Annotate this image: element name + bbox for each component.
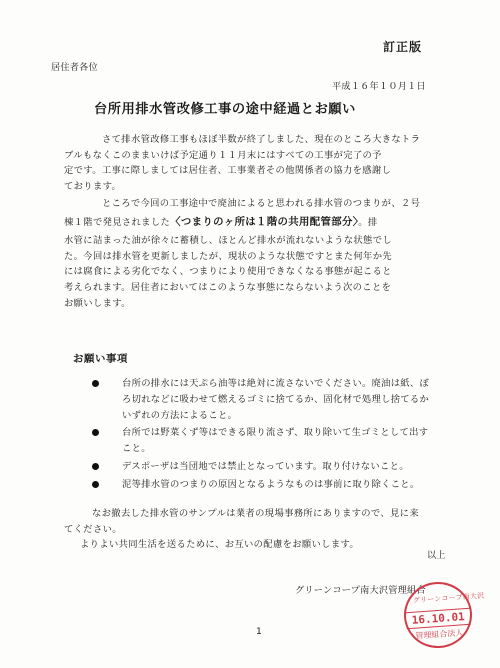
text-line: いずれの方法によること。 — [122, 409, 238, 421]
text-line: ところで今回の工事途中で廃油によると思われる排水管のつまりが、２号 — [102, 198, 421, 209]
document-date: 平成１６年１０月１日 — [332, 81, 426, 92]
page-number: 1 — [256, 626, 263, 637]
text-line: には腐食による劣化でなく、つまりにより使用できなくなる事態が起こると — [64, 266, 392, 278]
text-line-emphasis — [64, 215, 420, 231]
closing-paragraph — [64, 506, 419, 553]
text-line: よりよい共同生活を送るために、お互いの配慮をお願いします。 — [80, 539, 360, 551]
text-line: ろ切れなどに吸わせて燃えるゴミに捨てるか、固化材で処理し捨てるか — [122, 393, 430, 405]
sender-organization: グリーンコープ南大沢管理組合 — [295, 585, 426, 596]
text-line: てください。 — [64, 523, 122, 535]
list-item — [92, 376, 484, 423]
bullet-icon — [92, 380, 99, 387]
text-line: 台所では野菜くず等はできる限り流さず、取り除いて生ゴミとして出す — [122, 427, 429, 439]
correction-label: 訂正版 — [383, 40, 423, 54]
text-line: 台所の排水には天ぷら油等は絶対に流さないでください。廃油は紙、ぼ — [122, 378, 430, 389]
text-line: ております。 — [64, 180, 122, 192]
bullet-icon — [92, 463, 99, 470]
requests-heading: お願い事項 — [73, 353, 128, 365]
bullet-icon — [92, 481, 99, 488]
document-title: 台所用排水管改修工事の途中経過とお願い — [94, 102, 356, 117]
text-line: こと。 — [122, 443, 151, 455]
text-line: ブルもなくこのままいけば予定通り１１月末にはすべての工事が完了の予 — [64, 149, 382, 161]
text-fragment: 棟１階で発見されました — [64, 216, 171, 228]
seal-top-text: グリーンコープ南大沢 — [412, 591, 485, 605]
text-line: 水管に詰まった油が徐々に蓄積し、ほとんど排水が流れないような状態でし — [64, 235, 392, 247]
seal-date: 16.10.01 — [406, 608, 471, 629]
text-line: なお撤去した排水管のサンプルは業者の現場事務所にありますので、見に来 — [92, 508, 419, 519]
text-line: お願いします。 — [64, 297, 131, 309]
text-line: 泥等排水管のつまりの原因となるようなものは事前に取り除くこと。 — [122, 478, 420, 490]
text-line: さて排水管改修工事もほぼ半数が終了しました、現在のところ大きなトラ — [102, 134, 421, 145]
list-item — [92, 459, 484, 475]
paragraph-intro — [64, 132, 420, 194]
text-line: デスポーザは当団地では禁止となっています。取り付けないこと。 — [122, 460, 409, 472]
end-mark: 以上 — [427, 550, 446, 561]
text-fragment: 。排 — [358, 216, 378, 228]
blockage-location-emphasis: 〈つまりのヶ所は１階の共用配管部分〉 — [170, 215, 359, 228]
list-item — [92, 425, 484, 457]
text-line: 考えられます。居住者においてはこのような事態にならないよう次のことを — [64, 281, 392, 293]
bullet-icon — [92, 429, 99, 436]
text-line: た。今回は排水管を更新しましたが、現状のような状態ですとまた何年か先 — [64, 250, 392, 262]
seal-bottom-text: 管理組合法人 — [415, 628, 464, 641]
paragraph-blockage — [64, 196, 420, 311]
requests-list — [92, 376, 484, 495]
addressee: 居住者各位 — [51, 62, 98, 73]
text-line: 定です。工事に際しましては居住者、工事業者その他関係者の協力を感謝し — [64, 165, 392, 177]
list-item — [92, 477, 484, 493]
